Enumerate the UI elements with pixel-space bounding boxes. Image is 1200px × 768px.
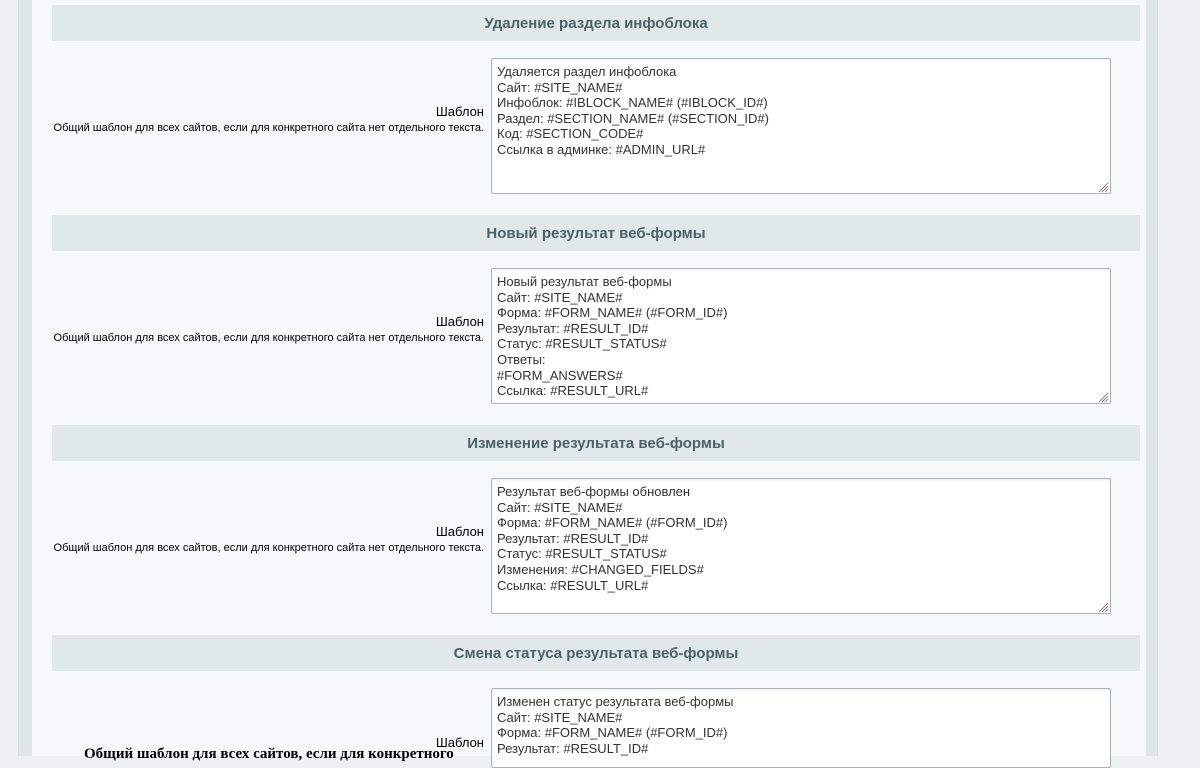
resize-grip-icon[interactable] xyxy=(1097,181,1109,193)
template-hint-partial: Общий шаблон для всех сайтов, если для конкретного xyxy=(84,746,454,762)
resize-grip-icon[interactable] xyxy=(1097,601,1109,613)
template-textarea-iblock-section-delete[interactable] xyxy=(491,58,1111,194)
template-label-group xyxy=(52,104,484,136)
template-label: Шаблон xyxy=(435,314,484,329)
section-title: Смена статуса результата веб-формы xyxy=(453,644,739,662)
template-textarea-webform-new-result[interactable] xyxy=(491,268,1111,404)
section-header-iblock-section-delete xyxy=(52,5,1140,41)
template-label: Шаблон xyxy=(435,524,484,539)
section-title: Изменение результата веб-формы xyxy=(467,434,725,452)
section-header-webform-result-change xyxy=(52,425,1140,461)
template-hint: Общий шаблон для всех сайтов, если для конкретного сайта нет отдельного текста. xyxy=(53,122,484,134)
template-label-group xyxy=(52,314,484,346)
template-label: Шаблон xyxy=(435,735,484,750)
section-title: Новый результат веб-формы xyxy=(486,224,706,242)
section-title: Удаление раздела инфоблока xyxy=(484,14,708,32)
section-header-webform-new-result xyxy=(52,215,1140,251)
template-textarea-webform-status-change[interactable] xyxy=(491,688,1111,768)
resize-grip-icon[interactable] xyxy=(1097,391,1109,403)
template-hint: Общий шаблон для всех сайтов, если для конкретного сайта нет отдельного текста. xyxy=(53,332,484,344)
template-label: Шаблон xyxy=(435,104,484,119)
template-label-group xyxy=(52,524,484,556)
template-textarea-webform-result-change[interactable] xyxy=(491,478,1111,614)
section-header-webform-status-change xyxy=(52,635,1140,671)
template-hint: Общий шаблон для всех сайтов, если для конкретного сайта нет отдельного текста. xyxy=(53,542,484,554)
